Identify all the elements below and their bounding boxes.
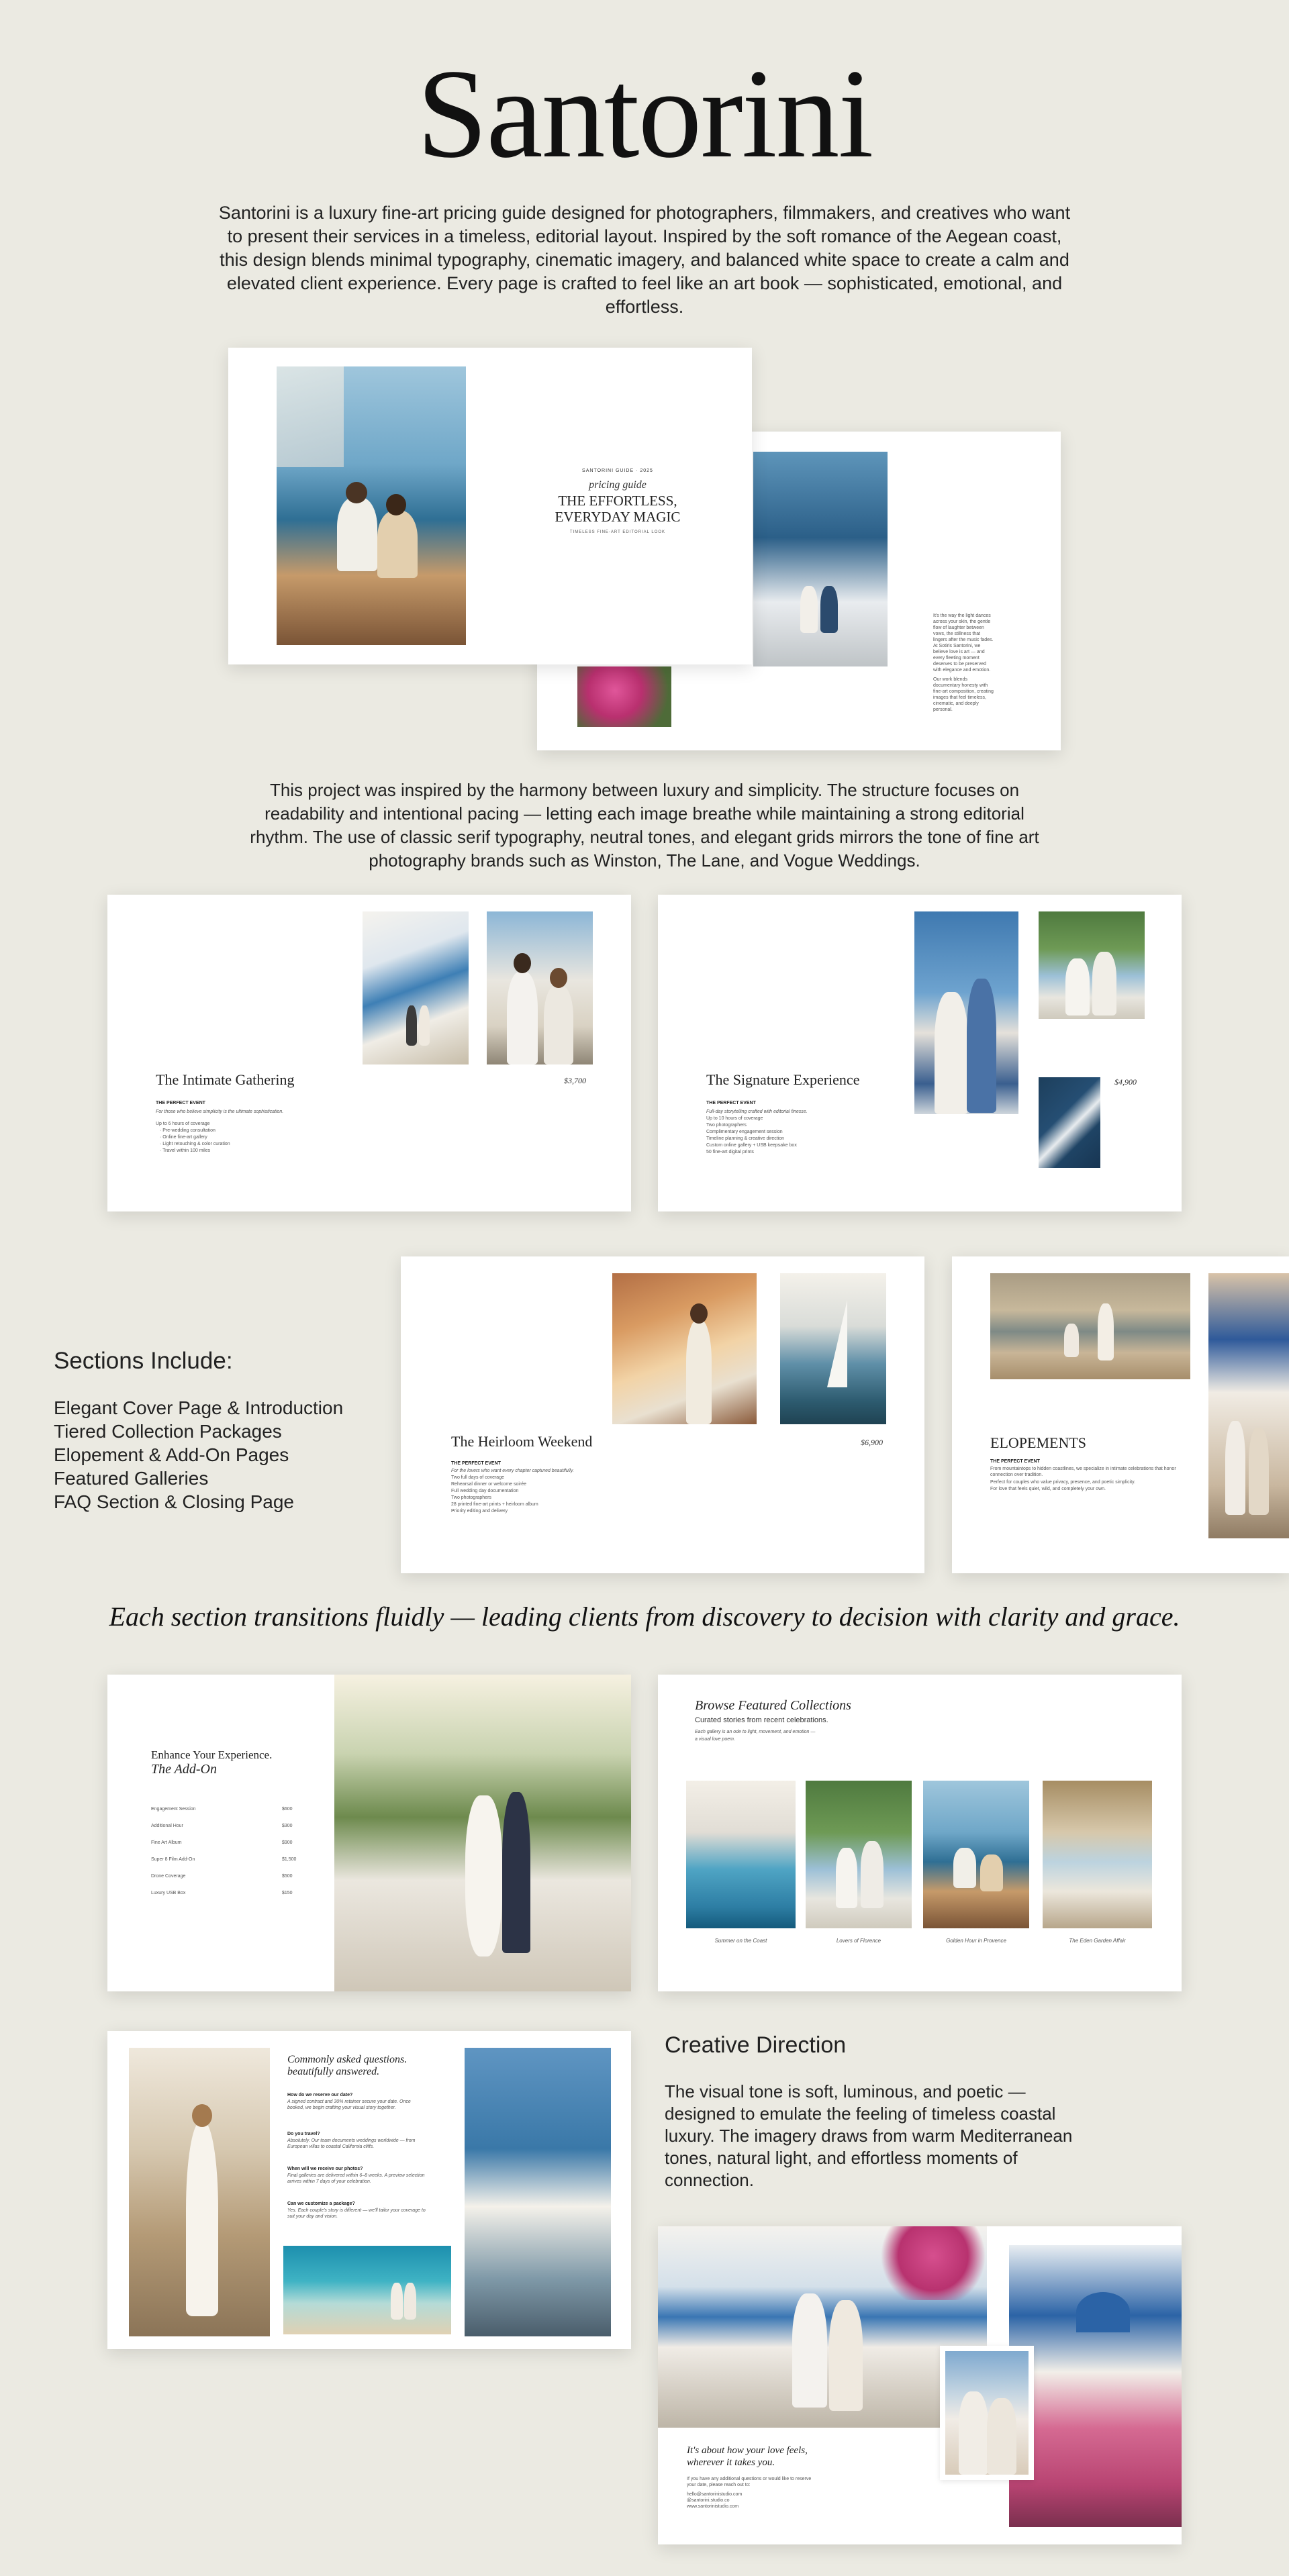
signature-label: THE PERFECT EVENT: [706, 1101, 756, 1105]
sea-stairs-photo: [465, 2048, 611, 2336]
sailboat-couple-photo: [277, 366, 466, 645]
addon-row-name: Super 8 Film Add-On: [151, 1857, 195, 1862]
intimate-item-5: · Travel within 100 miles: [160, 1148, 211, 1153]
package-heirloom-page: [401, 1256, 924, 1573]
closing-title-1: It's about how your love feels,: [687, 2445, 808, 2456]
signature-item-6: 50 fine-art digital prints: [706, 1150, 754, 1154]
addon-row-price: $150: [282, 1891, 293, 1895]
transition-quote: Each section transitions fluidly — leading clients from discovery to decision with clarity and grace.: [109, 1601, 1180, 1632]
sections-list: [54, 1396, 343, 1514]
signature-title: The Signature Experience: [706, 1071, 860, 1088]
addon-row-name: Drone Coverage: [151, 1874, 186, 1879]
sections-item: Tiered Collection Packages: [54, 1421, 282, 1442]
signature-subtitle: Full-day storytelling crafted with editorial finesse.: [706, 1109, 808, 1114]
creative-heading: Creative Direction: [665, 2032, 847, 2058]
signature-item-5: Custom online gallery + USB keepsake box: [706, 1143, 797, 1148]
heirloom-item-6: Priority editing and delivery: [451, 1509, 508, 1514]
intro-text-3: Our work blends documentary honesty with fine-art composition, creating images that feel timeless, cinematic, and deeply personal.: [933, 677, 994, 712]
closing-contact-web: www.santorinistudio.com: [687, 2504, 739, 2509]
cover-subline: TIMELESS FINE-ART EDITORIAL LOOK: [569, 530, 666, 534]
closing-page: [658, 2226, 1182, 2544]
intro-text-1: It's the way the light dances across your skin, the gentle flow of laughter between vows, the stillness that lingers after the music fades.: [933, 613, 994, 642]
addon-row-price: $500: [282, 1874, 293, 1879]
closing-text: If you have any additional questions or would like to reserve your date, please reach out to:: [687, 2477, 812, 2487]
inspiration-text: This project was inspired by the harmony between luxury and simplicity. The structure focuses on readability and intentional pacing — letting each image breathe while maintaining a strong editorial rhythm. The use of classic serif typography, neutral tones, and elegant grids mirrors the tone of fine art photography brands such as Winston, The Lane, and Vogue Weddings.: [250, 780, 1039, 871]
intimate-subtitle: For those who believe simplicity is the ultimate sophistication.: [156, 1109, 284, 1114]
couple-alley-photo: [658, 2226, 987, 2428]
intimate-item-1: Up to 6 hours of coverage: [156, 1122, 210, 1126]
featured-collections-page: [658, 1675, 1182, 1991]
package-intimate-page: [107, 895, 631, 1211]
yacht-aerial-photo: [1039, 1077, 1100, 1168]
heirloom-price: $6,900: [861, 1438, 883, 1447]
faq-title-1: Commonly asked questions.: [287, 2054, 408, 2065]
intimate-price: $3,700: [564, 1076, 586, 1085]
bride-alley-photo: [129, 2048, 270, 2336]
faq-question: How do we reserve our date?: [287, 2093, 353, 2097]
church-bougainvillea-photo: [1009, 2245, 1182, 2527]
addon-row-price: $300: [282, 1824, 293, 1828]
closing-title-2: wherever it takes you.: [687, 2457, 775, 2468]
addon-row-name: Luxury USB Box: [151, 1891, 186, 1895]
faq-question: When will we receive our photos?: [287, 2167, 363, 2171]
couple-yacht-photo: [1039, 911, 1145, 1019]
elopements-label: THE PERFECT EVENT: [990, 1459, 1040, 1464]
faq-answer: Absolutely. Our team documents weddings worldwide — from European villas to coastal California cliffs.: [287, 2138, 416, 2149]
cover-script: pricing guide: [589, 479, 647, 491]
bride-groom-sea-photo: [914, 911, 1018, 1114]
intimate-item-3: · Online fine-art gallery: [160, 1135, 207, 1140]
cover-page: [228, 348, 752, 664]
cover-kicker: SANTORINI GUIDE · 2025: [582, 468, 653, 473]
sailboat-photo: [780, 1273, 886, 1424]
gallery-caption: The Eden Garden Affair: [1069, 1938, 1126, 1944]
intimate-title: The Intimate Gathering: [156, 1071, 295, 1088]
signature-price: $4,900: [1114, 1077, 1137, 1087]
hero-title: Santorini: [416, 44, 873, 185]
closing-contact-email: hello@santorinistudio.com: [687, 2492, 743, 2497]
featured-text: Each gallery is an ode to light, movement, and emotion — a visual love poem.: [695, 1730, 816, 1742]
intimate-item-2: · Pre-wedding consultation: [160, 1128, 216, 1133]
sections-item: Elopement & Add-On Pages: [54, 1444, 289, 1465]
faq-answer: Yes. Each couple's story is different — we'll tailor your coverage to suit your day and vision.: [287, 2208, 426, 2219]
stairs-couple-photo: [753, 452, 888, 666]
heirloom-label: THE PERFECT EVENT: [451, 1461, 501, 1466]
faq-title-2: beautifully answered.: [287, 2066, 380, 2077]
elopements-text-2: Perfect for couples who value privacy, presence, and poetic simplicity.: [990, 1480, 1136, 1485]
heirloom-item-1: Two full days of coverage: [451, 1475, 504, 1480]
gallery-photo-3: [923, 1781, 1029, 1928]
heirloom-item-2: Rehearsal dinner or welcome soirée: [451, 1482, 527, 1487]
elopements-text-1: From mountaintops to hidden coastlines, we specialize in intimate celebrations that honor connection over tradition.: [990, 1467, 1176, 1477]
faq-question: Do you travel?: [287, 2132, 320, 2136]
bougainvillea-photo: [577, 666, 671, 727]
elopements-text-3: For love that feels quiet, wild, and completely your own.: [990, 1487, 1106, 1491]
signature-item-2: Two photographers: [706, 1123, 747, 1128]
heirloom-item-3: Full wedding day documentation: [451, 1489, 519, 1493]
addon-row-name: Engagement Session: [151, 1807, 196, 1812]
closing-contact-social: @santorini.studio.co: [687, 2498, 730, 2503]
hero-description: Santorini is a luxury fine-art pricing guide designed for photographers, filmmakers, and creatives who want to present their services in a timeless, editorial layout. Inspired by the soft romance of the Aegean coast, this design blends minimal typography, cinematic imagery, and balanced white space to create a calm and elevated client experience. Every page is crafted to feel like an art book — sophisticated, emotional, and effortless.: [218, 203, 1071, 317]
couple-dome-photo: [487, 911, 593, 1064]
sections-item: FAQ Section & Closing Page: [54, 1491, 294, 1512]
heirloom-subtitle: For the lovers who want every chapter captured beautifully.: [451, 1469, 574, 1473]
addon-row-name: Additional Hour: [151, 1824, 183, 1828]
gallery-photo-4: [1043, 1781, 1152, 1928]
heirloom-item-5: 28 printed fine-art prints + heirloom album: [451, 1502, 538, 1507]
featured-title: Browse Featured Collections: [695, 1698, 851, 1713]
elopements-title: ELOPEMENTS: [990, 1434, 1086, 1451]
signature-item-3: Complimentary engagement session: [706, 1130, 783, 1134]
addon-row-name: Fine Art Album: [151, 1840, 182, 1845]
addon-row-price: $900: [282, 1840, 293, 1845]
santorini-alley-photo: [363, 911, 469, 1064]
addon-page: [107, 1675, 631, 1991]
signature-item-1: Up to 10 hours of coverage: [706, 1116, 763, 1121]
turquoise-beach-photo: [283, 2246, 451, 2334]
couple-hug-photo: [945, 2351, 1029, 2475]
signature-item-4: Timeline planning & creative direction: [706, 1136, 785, 1141]
faq-answer: Final galleries are delivered within 6–8 weeks. A preview selection arrives within 7 days of your celebration.: [287, 2173, 425, 2184]
intimate-item-4: · Light retouching & color curation: [160, 1142, 230, 1146]
sections-heading: Sections Include:: [54, 1348, 233, 1374]
heirloom-title: The Heirloom Weekend: [451, 1433, 593, 1450]
sections-item: Featured Galleries: [54, 1468, 209, 1489]
gallery-caption: Lovers of Florence: [836, 1938, 881, 1944]
creative-text: The visual tone is soft, luminous, and poetic — designed to emulate the feeling of timeless coastal luxury. The imagery draws from warm Mediterranean tones, natural light, and effortless moments of connection.: [665, 2081, 1073, 2190]
sections-item: Elegant Cover Page & Introduction: [54, 1397, 344, 1418]
couple-garden-photo: [334, 1675, 631, 1991]
elopements-page: [952, 1256, 1289, 1573]
addon-row-price: $600: [282, 1807, 293, 1812]
gallery-photo-2: [806, 1781, 912, 1928]
proposal-beach-photo: [990, 1273, 1190, 1379]
small-photo-frame: [940, 2346, 1034, 2480]
faq-answer: A signed contract and 30% retainer secure your date. Once booked, we begin crafting your visual story together.: [287, 2099, 411, 2110]
intimate-label: THE PERFECT EVENT: [156, 1101, 205, 1105]
bride-sunset-photo: [612, 1273, 757, 1424]
heirloom-item-4: Two photographers: [451, 1495, 491, 1500]
faq-question: Can we customize a package?: [287, 2201, 355, 2206]
gallery-photo-1: [686, 1781, 796, 1928]
featured-subtitle: Curated stories from recent celebrations.: [695, 1716, 828, 1724]
gallery-caption: Golden Hour in Provence: [946, 1938, 1006, 1944]
addon-title-1: Enhance Your Experience.: [151, 1748, 273, 1761]
intro-text-2: At Sotiris Santorini, we believe love is art — and every fleeting moment deserves to be preserved with elegance and emotion.: [933, 644, 991, 673]
addon-row-price: $1,500: [282, 1857, 297, 1862]
cover-headline-1: THE EFFORTLESS,: [558, 493, 677, 509]
dome-couple-photo: [1208, 1273, 1289, 1538]
addon-title-2: The Add-On: [151, 1762, 217, 1777]
faq-page: [107, 2031, 631, 2349]
cover-headline-2: EVERYDAY MAGIC: [555, 509, 681, 525]
gallery-caption: Summer on the Coast: [714, 1938, 767, 1944]
package-signature-page: [658, 895, 1182, 1211]
